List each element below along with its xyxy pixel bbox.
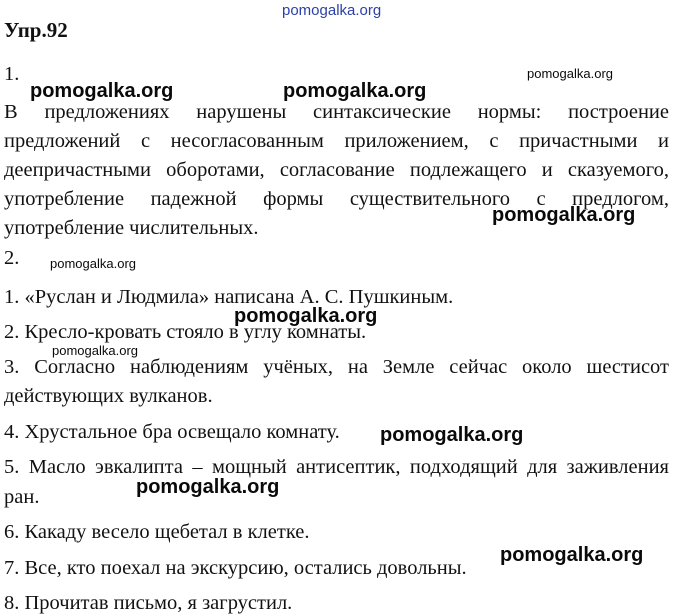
list-item: 3. Согласно наблюдениям учёных, на Земле сейчас около шестисот <box>4 356 669 378</box>
part1-paragraph: В предложениях нарушены синтаксические нормы: построение предложений с несогласованным приложением, с причастными и деепричастными оборотами, согласование подлежащего и сказуемого, употребление падежной формы существительного с предлогом, употребление числительных. <box>4 101 669 239</box>
watermark: pomogalka.org <box>136 476 280 498</box>
list-item: 2. Кресло-кровать стояло в углу комнаты. <box>4 321 367 343</box>
watermark: pomogalka.org <box>50 256 136 271</box>
exercise-title: Упр.92 <box>4 18 68 42</box>
list-item-continuation: действующих вулканов. <box>4 385 213 407</box>
watermark: pomogalka.org <box>500 544 644 566</box>
watermark: pomogalka.org <box>52 343 138 358</box>
list-item: 6. Какаду весело щебетал в клетке. <box>4 521 310 543</box>
list-item: 8. Прочитав письмо, я загрустил. <box>4 592 293 614</box>
part2-number: 2. <box>4 247 20 269</box>
watermark-top: pomogalka.org <box>282 2 382 19</box>
watermark: pomogalka.org <box>527 66 613 81</box>
list-item: 5. Масло эвкалипта – мощный антисептик, подходящий для заживления <box>4 456 669 478</box>
list-item: 4. Хрустальное бра освещало комнату. <box>4 421 340 443</box>
watermark: pomogalka.org <box>492 204 636 226</box>
list-item-continuation: ран. <box>4 486 40 508</box>
watermark: pomogalka.org <box>283 80 427 102</box>
watermark: pomogalka.org <box>234 305 378 327</box>
watermark: pomogalka.org <box>380 424 524 446</box>
watermark: pomogalka.org <box>30 80 174 102</box>
list-item: 1. «Руслан и Людмила» написана А. С. Пушкиным. <box>4 286 454 308</box>
list-item: 7. Все, кто поехал на экскурсию, остались довольны. <box>4 557 467 579</box>
part1-number: 1. <box>4 63 20 85</box>
